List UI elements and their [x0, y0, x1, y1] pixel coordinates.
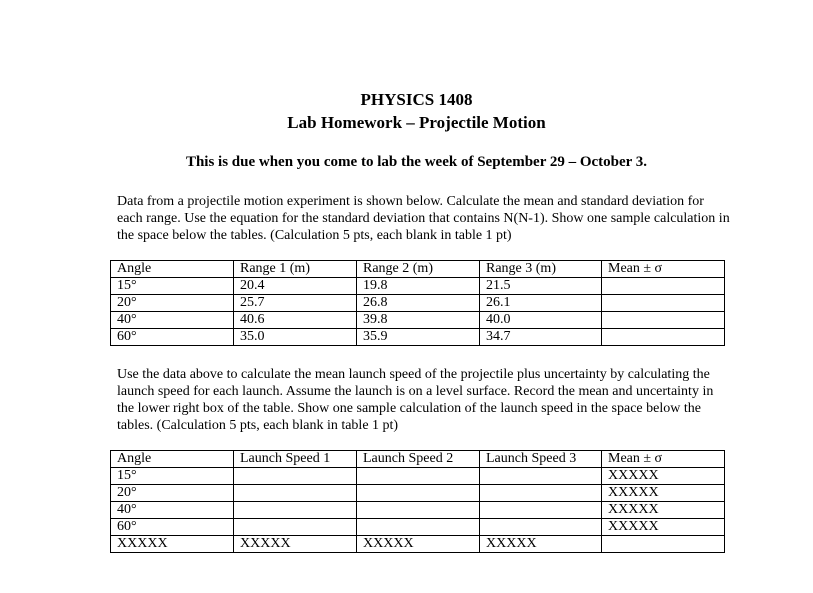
range-table-cell: 21.5: [480, 278, 602, 295]
range-table-cell: 19.8: [357, 278, 480, 295]
range-table-row: [111, 312, 725, 329]
speed-table-header-cell: Launch Speed 1: [234, 451, 357, 468]
speed-table-blank-cell[interactable]: [602, 536, 725, 553]
range-table-header-cell: Range 1 (m): [234, 261, 357, 278]
speed-table-row: [111, 485, 725, 502]
launch-speed-table-body: [111, 451, 725, 553]
range-table-blank-cell[interactable]: [602, 295, 725, 312]
speed-table-blank-cell[interactable]: [357, 468, 480, 485]
range-table-cell: 40.6: [234, 312, 357, 329]
speed-table-cell: 20°: [111, 485, 234, 502]
speed-table-row: [111, 468, 725, 485]
range-table-cell: 39.8: [357, 312, 480, 329]
range-table-cell: 20.4: [234, 278, 357, 295]
speed-table-cell: XXXXX: [602, 519, 725, 536]
speed-table-header-cell: Angle: [111, 451, 234, 468]
range-table-blank-cell[interactable]: [602, 278, 725, 295]
speed-table-blank-cell[interactable]: [357, 485, 480, 502]
speed-table-blank-cell[interactable]: [480, 519, 602, 536]
speed-table-blank-cell[interactable]: [480, 485, 602, 502]
speed-table-header-cell: Launch Speed 3: [480, 451, 602, 468]
range-table-cell: 25.7: [234, 295, 357, 312]
speed-table-blank-cell[interactable]: [480, 502, 602, 519]
range-table-cell: 35.0: [234, 329, 357, 346]
range-table-cell: 15°: [111, 278, 234, 295]
range-table-blank-cell[interactable]: [602, 312, 725, 329]
speed-table-row: [111, 519, 725, 536]
range-table-row: [111, 295, 725, 312]
range-table-cell: 60°: [111, 329, 234, 346]
range-table-header-row: [111, 261, 725, 278]
speed-table-header-row: [111, 451, 725, 468]
speed-table-row: [111, 536, 725, 553]
speed-table-cell: XXXXX: [480, 536, 602, 553]
speed-table-blank-cell[interactable]: [234, 468, 357, 485]
range-table-header-cell: Mean ± σ: [602, 261, 725, 278]
speed-table-cell: XXXXX: [602, 468, 725, 485]
speed-table-cell: XXXXX: [602, 502, 725, 519]
speed-table-header-cell: Launch Speed 2: [357, 451, 480, 468]
launch-speed-instructions: Use the data above to calculate the mean launch speed of the projectile plus uncertainty by calculating the launch speed for each launch. Assume the launch is on a level surface. Record the mean and uncertainty in the lower right box of the table. Show one sample calculation of the launch speed in the space below the tables. (Calculation 5 pts, each blank in table 1 pt): [117, 367, 714, 433]
speed-table-cell: 15°: [111, 468, 234, 485]
speed-table-row: [111, 502, 725, 519]
range-table-cell: 26.1: [480, 295, 602, 312]
speed-table-blank-cell[interactable]: [357, 519, 480, 536]
range-table-body: [111, 261, 725, 346]
range-table-row: [111, 278, 725, 295]
range-table-cell: 20°: [111, 295, 234, 312]
speed-table-cell: XXXXX: [602, 485, 725, 502]
range-table-cell: 34.7: [480, 329, 602, 346]
range-instructions: Data from a projectile motion experiment is shown below. Calculate the mean and standard deviation for each range. Use the equation for the standard deviation that contains N(N-1). Show one sample calculation in the space below the tables. (Calculation 5 pts, each blank in table 1 pt): [117, 194, 730, 243]
speed-table-blank-cell[interactable]: [357, 502, 480, 519]
speed-table-cell: 40°: [111, 502, 234, 519]
range-table-cell: 35.9: [357, 329, 480, 346]
speed-table-blank-cell[interactable]: [234, 502, 357, 519]
range-table: [110, 260, 725, 346]
speed-table-cell: XXXXX: [234, 536, 357, 553]
speed-table-blank-cell[interactable]: [234, 485, 357, 502]
speed-table-cell: XXXXX: [357, 536, 480, 553]
due-date-note: This is due when you come to lab the week of September 29 – October 3.: [185, 154, 648, 170]
course-title: PHYSICS 1408: [360, 90, 473, 109]
range-table-header-cell: Angle: [111, 261, 234, 278]
range-table-cell: 40.0: [480, 312, 602, 329]
range-table-header-cell: Range 2 (m): [357, 261, 480, 278]
launch-speed-table: [110, 450, 725, 553]
speed-table-cell: 60°: [111, 519, 234, 536]
lab-title: Lab Homework – Projectile Motion: [287, 113, 546, 132]
speed-table-blank-cell[interactable]: [480, 468, 602, 485]
speed-table-header-cell: Mean ± σ: [602, 451, 725, 468]
range-table-header-cell: Range 3 (m): [480, 261, 602, 278]
range-table-blank-cell[interactable]: [602, 329, 725, 346]
range-table-row: [111, 329, 725, 346]
range-table-cell: 26.8: [357, 295, 480, 312]
speed-table-blank-cell[interactable]: [234, 519, 357, 536]
speed-table-cell: XXXXX: [111, 536, 234, 553]
range-table-cell: 40°: [111, 312, 234, 329]
